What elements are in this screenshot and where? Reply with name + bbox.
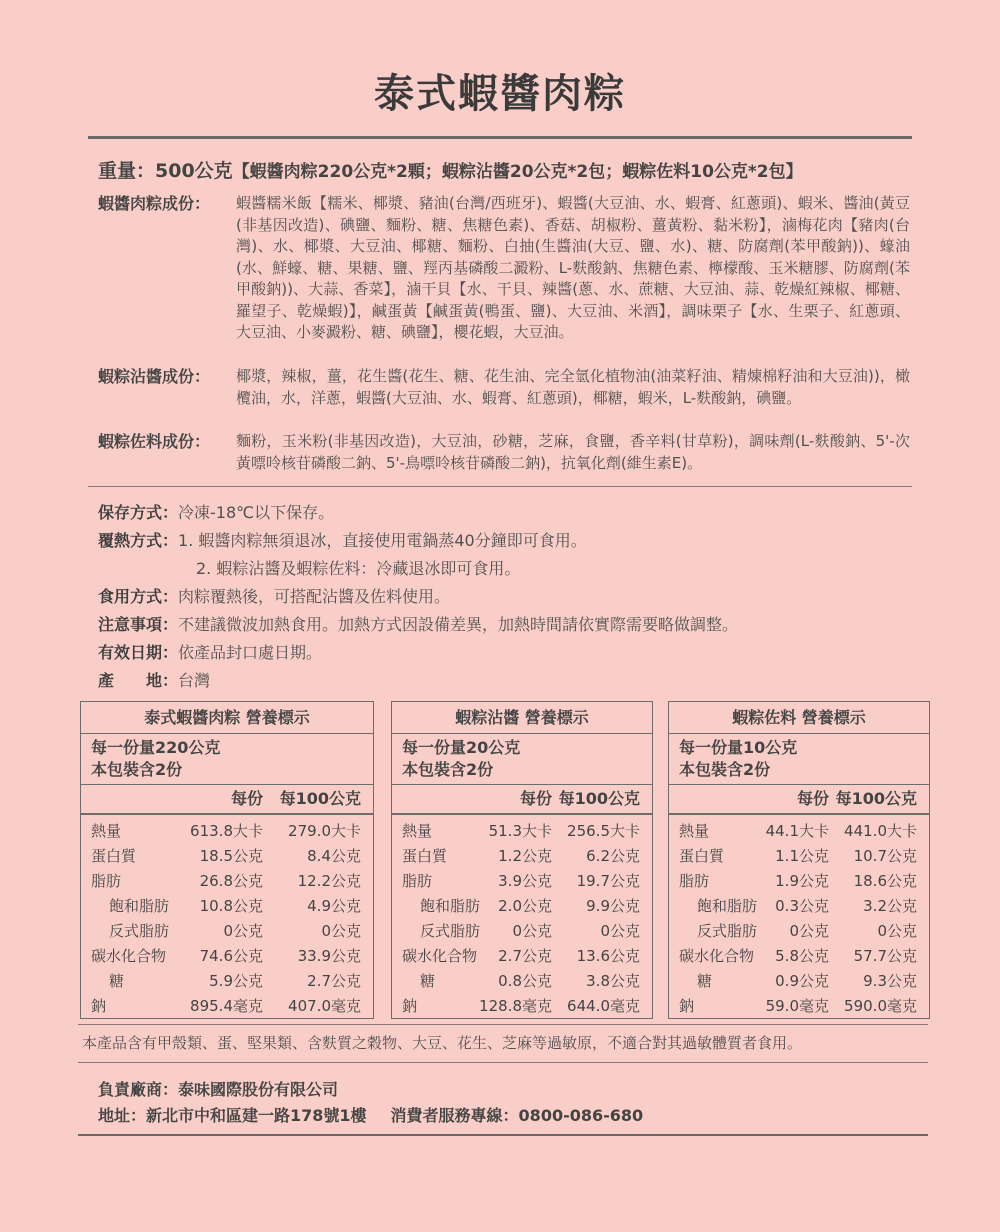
nutrient-per-serving: 5.9公克 (209, 972, 263, 990)
ingredient-text: 椰漿，辣椒，薑，花生醬(花生、糖、花生油、完全氫化植物油(油菜籽油、精煉棉籽油和大豆油))，橄欖油，水，洋蔥，蝦醬(大豆油、水、蝦膏、紅蔥頭)，椰糖，蝦米，L-麩酸鈉，碘鹽。 (236, 367, 910, 407)
nutrition-row (392, 969, 652, 994)
title-divider (88, 136, 912, 139)
nutrition-row (392, 819, 652, 844)
ingredient-label: 蝦粽佐料成份： (98, 432, 211, 451)
heat-line-1: 覆熱方式：1. 蝦醬肉粽無須退冰，直接使用電鍋蒸40分鐘即可食用。 (98, 531, 587, 550)
allergy-notice: 本產品含有甲殼類、蛋、堅果類、含麩質之穀物、大豆、花生、芝麻等過敏原，不適合對其過敏體質者食用。 (82, 1034, 803, 1052)
nutrient-per-100g: 13.6公克 (576, 947, 640, 965)
expiry-line: 有效日期：依產品封口處日期。 (98, 643, 323, 662)
nutrient-per-100g: 256.5大卡 (567, 822, 640, 840)
servings-per-pack: 本包裝含2份 (679, 760, 771, 779)
nutrient-name: 糖 (420, 972, 436, 990)
nutrient-per-100g: 4.9公克 (307, 897, 361, 915)
nutrient-name: 碳水化合物 (91, 947, 167, 965)
serving-info (669, 734, 929, 785)
nutrient-name: 反式脂肪 (109, 922, 170, 940)
nutrient-name: 脂肪 (679, 872, 710, 890)
nutrition-table-header: 蝦粽佐料 營養標示 (669, 702, 929, 734)
nutrient-per-100g: 9.3公克 (863, 972, 917, 990)
nutrient-name: 熱量 (402, 822, 433, 840)
nutrition-table (668, 701, 930, 1019)
nutrition-row (81, 819, 373, 844)
nutrition-row (392, 994, 652, 1019)
nutrition-column-header (81, 785, 373, 815)
nutrition-row (392, 944, 652, 969)
servings-per-pack: 本包裝含2份 (402, 760, 494, 779)
nutrient-per-100g: 0公克 (877, 922, 917, 940)
nutrition-row (81, 994, 373, 1019)
nutrient-per-serving: 74.6公克 (199, 947, 263, 965)
nutrient-per-serving: 0.9公克 (775, 972, 829, 990)
nutrition-column-header (669, 785, 929, 815)
nutrient-per-100g: 10.7公克 (853, 847, 917, 865)
nutrient-per-100g: 441.0大卡 (844, 822, 917, 840)
serving-size: 每一份量20公克 (402, 738, 521, 757)
nutrient-per-100g: 590.0毫克 (844, 997, 917, 1015)
nutrient-name: 蛋白質 (402, 847, 448, 865)
nutrient-per-serving: 1.1公克 (775, 847, 829, 865)
nutrient-per-serving: 2.7公克 (498, 947, 552, 965)
nutrition-row (81, 844, 373, 869)
nutrition-row (669, 844, 929, 869)
nutrient-per-serving: 5.8公克 (775, 947, 829, 965)
nutrient-name: 糖 (109, 972, 125, 990)
col-per-100g: 每100公克 (279, 789, 361, 808)
serving-size: 每一份量10公克 (679, 738, 798, 757)
servings-per-pack: 本包裝含2份 (91, 760, 183, 779)
nutrient-per-100g: 3.2公克 (863, 897, 917, 915)
ingredient-block-sauce (98, 366, 910, 409)
nutrition-row (81, 894, 373, 919)
nutrition-row (392, 869, 652, 894)
nutrient-per-100g: 407.0毫克 (288, 997, 361, 1015)
nutrient-name: 反式脂肪 (420, 922, 481, 940)
heat-line-2: 2. 蝦粽沾醬及蝦粽佐料：冷藏退冰即可食用。 (196, 559, 521, 578)
ingredient-text: 蝦醬糯米飯【糯米、椰漿、豬油(台灣/西班牙)、蝦醬(大豆油、水、蝦膏、紅蔥頭)、蝦米、醬油(黃豆(非基因改造)、碘鹽、麵粉、糖、焦糖色素)、香菇、胡椒粉、薑黃粉、黏米粉】，滷梅花肉【豬肉(台灣)、水、椰漿、大豆油、椰糖、麵粉、白抽(生醬油(大豆、鹽、水)、糖、防腐劑(苯甲酸鈉))、蠔油(水、鮮蠔、糖、果糖、鹽、羥丙基磷酸二澱粉、L-麩酸鈉、焦糖色素、檸檬酸、玉米糖膠、防腐劑(苯甲酸鈉))、大蒜、香菜】，滷干貝【水、干貝、辣醬(蔥、水、蔗糖、大豆油、蒜、乾燥紅辣椒、椰糖、羅望子、乾燥蝦)】，鹹蛋黃【鹹蛋黃(鴨蛋、鹽)、大豆油、米酒】，調味栗子【水、生栗子、紅蔥頭、大豆油、小麥澱粉、糖、碘鹽】，櫻花蝦，大豆油。 (236, 194, 910, 341)
nutrient-per-serving: 128.8毫克 (479, 997, 552, 1015)
nutrient-per-100g: 8.4公克 (307, 847, 361, 865)
nutrient-per-100g: 0公克 (321, 922, 361, 940)
ingredient-label: 蝦醬肉粽成份： (98, 194, 211, 213)
nutrient-per-100g: 6.2公克 (586, 847, 640, 865)
nutrient-per-serving: 0公克 (512, 922, 552, 940)
weight-label: 重量：500公克 (98, 160, 233, 182)
eat-line: 食用方式：肉粽覆熱後，可搭配沾醬及佐料使用。 (98, 587, 451, 606)
nutrient-per-serving: 0.3公克 (775, 897, 829, 915)
col-per-100g: 每100公克 (835, 789, 917, 808)
nutrient-name: 鈉 (402, 997, 418, 1015)
nutrient-name: 鈉 (679, 997, 695, 1015)
nutrient-name: 飽和脂肪 (697, 897, 758, 915)
nutrition-row (81, 969, 373, 994)
col-per-serving: 每份 (796, 789, 829, 808)
weight-detail: 【蝦醬肉粽220公克*2顆；蝦粽沾醬20公克*2包；蝦粽佐料10公克*2包】 (232, 162, 803, 182)
storage-line: 保存方式：冷凍-18℃以下保存。 (98, 503, 335, 522)
col-per-100g: 每100公克 (558, 789, 640, 808)
nutrition-row (669, 819, 929, 844)
nutrient-name: 反式脂肪 (697, 922, 758, 940)
nutrient-per-100g: 279.0大卡 (288, 822, 361, 840)
consumer-hotline: 消費者服務專線：0800-086-680 (390, 1106, 644, 1125)
ingredient-block-seasoning (98, 431, 910, 474)
nutrient-per-serving: 59.0毫克 (765, 997, 829, 1015)
nutrition-row (81, 944, 373, 969)
nutrient-name: 蛋白質 (91, 847, 137, 865)
nutrition-row (392, 919, 652, 944)
section-divider (88, 486, 912, 487)
nutrient-per-100g: 2.7公克 (307, 972, 361, 990)
nutrient-name: 蛋白質 (679, 847, 725, 865)
nutrition-table-header: 蝦粽沾醬 營養標示 (392, 702, 652, 734)
nutrient-per-100g: 9.9公克 (586, 897, 640, 915)
nutrition-row (669, 969, 929, 994)
nutrient-per-100g: 33.9公克 (297, 947, 361, 965)
nutrition-row (392, 894, 652, 919)
nutrient-name: 脂肪 (402, 872, 433, 890)
nutrition-row (669, 869, 929, 894)
nutrient-per-100g: 12.2公克 (297, 872, 361, 890)
serving-info (392, 734, 652, 785)
nutrient-per-serving: 0公克 (789, 922, 829, 940)
nutrition-table-header: 泰式蝦醬肉粽 營養標示 (81, 702, 373, 734)
nutrient-name: 脂肪 (91, 872, 122, 890)
nutrition-row (669, 994, 929, 1019)
origin-line: 產 地：台灣 (98, 671, 211, 690)
page-title: 泰式蝦醬肉粽 (374, 71, 626, 117)
nutrition-row (669, 944, 929, 969)
nutrition-row (81, 919, 373, 944)
nutrient-name: 碳水化合物 (679, 947, 755, 965)
manufacturer-contact (98, 1103, 643, 1126)
nutrition-row (669, 919, 929, 944)
nutrient-per-serving: 18.5公克 (199, 847, 263, 865)
nutrient-per-serving: 26.8公克 (199, 872, 263, 890)
allergy-divider-bottom (78, 1062, 928, 1063)
nutrient-name: 碳水化合物 (402, 947, 478, 965)
nutrient-per-serving: 895.4毫克 (190, 997, 263, 1015)
nutrient-per-serving: 44.1大卡 (765, 822, 829, 840)
nutrient-name: 熱量 (679, 822, 710, 840)
col-per-serving: 每份 (519, 789, 552, 808)
nutrient-per-100g: 18.6公克 (853, 872, 917, 890)
nutrition-column-header (392, 785, 652, 815)
allergy-divider-top (78, 1024, 928, 1025)
nutrition-table (80, 701, 374, 1019)
nutrient-per-100g: 19.7公克 (576, 872, 640, 890)
nutrient-name: 飽和脂肪 (420, 897, 481, 915)
serving-size: 每一份量220公克 (91, 738, 221, 757)
nutrient-per-serving: 1.2公克 (498, 847, 552, 865)
nutrition-row (81, 869, 373, 894)
nutrition-table (391, 701, 653, 1019)
nutrient-per-serving: 613.8大卡 (190, 822, 263, 840)
nutrient-per-serving: 0公克 (223, 922, 263, 940)
bottom-divider (78, 1134, 928, 1136)
nutrient-per-serving: 2.0公克 (498, 897, 552, 915)
ingredient-text: 麵粉，玉米粉(非基因改造)，大豆油，砂糖，芝麻，食鹽，香辛料(甘草粉)，調味劑(L-麩酸鈉、5'-次黃嘌呤核苷磷酸二鈉、5'-鳥嘌呤核苷磷酸二鈉)，抗氧化劑(維生素E)。 (236, 432, 910, 472)
nutrient-name: 飽和脂肪 (109, 897, 170, 915)
serving-info (81, 734, 373, 785)
nutrient-per-100g: 3.8公克 (586, 972, 640, 990)
nutrient-per-serving: 10.8公克 (199, 897, 263, 915)
nutrient-per-100g: 644.0毫克 (567, 997, 640, 1015)
ingredient-block-zongzi (98, 193, 910, 344)
nutrient-per-100g: 0公克 (600, 922, 640, 940)
nutrient-name: 糖 (697, 972, 713, 990)
nutrient-per-serving: 3.9公克 (498, 872, 552, 890)
nutrient-per-serving: 0.8公克 (498, 972, 552, 990)
col-per-serving: 每份 (230, 789, 263, 808)
nutrient-per-serving: 51.3大卡 (488, 822, 552, 840)
nutrient-name: 熱量 (91, 822, 122, 840)
note-line: 注意事項：不建議微波加熱食用。加熱方式因設備差異，加熱時間請依實際需要略做調整。 (98, 615, 739, 634)
nutrient-per-100g: 57.7公克 (853, 947, 917, 965)
manufacturer-name: 負責廠商：泰味國際股份有限公司 (98, 1080, 339, 1099)
nutrition-row (669, 894, 929, 919)
nutrient-name: 鈉 (91, 997, 107, 1015)
nutrition-row (392, 844, 652, 869)
weight-line (98, 156, 803, 183)
ingredient-label: 蝦粽沾醬成份： (98, 367, 211, 386)
nutrient-per-serving: 1.9公克 (775, 872, 829, 890)
manufacturer-address: 地址：新北市中和區建一路178號1樓 (98, 1106, 367, 1125)
